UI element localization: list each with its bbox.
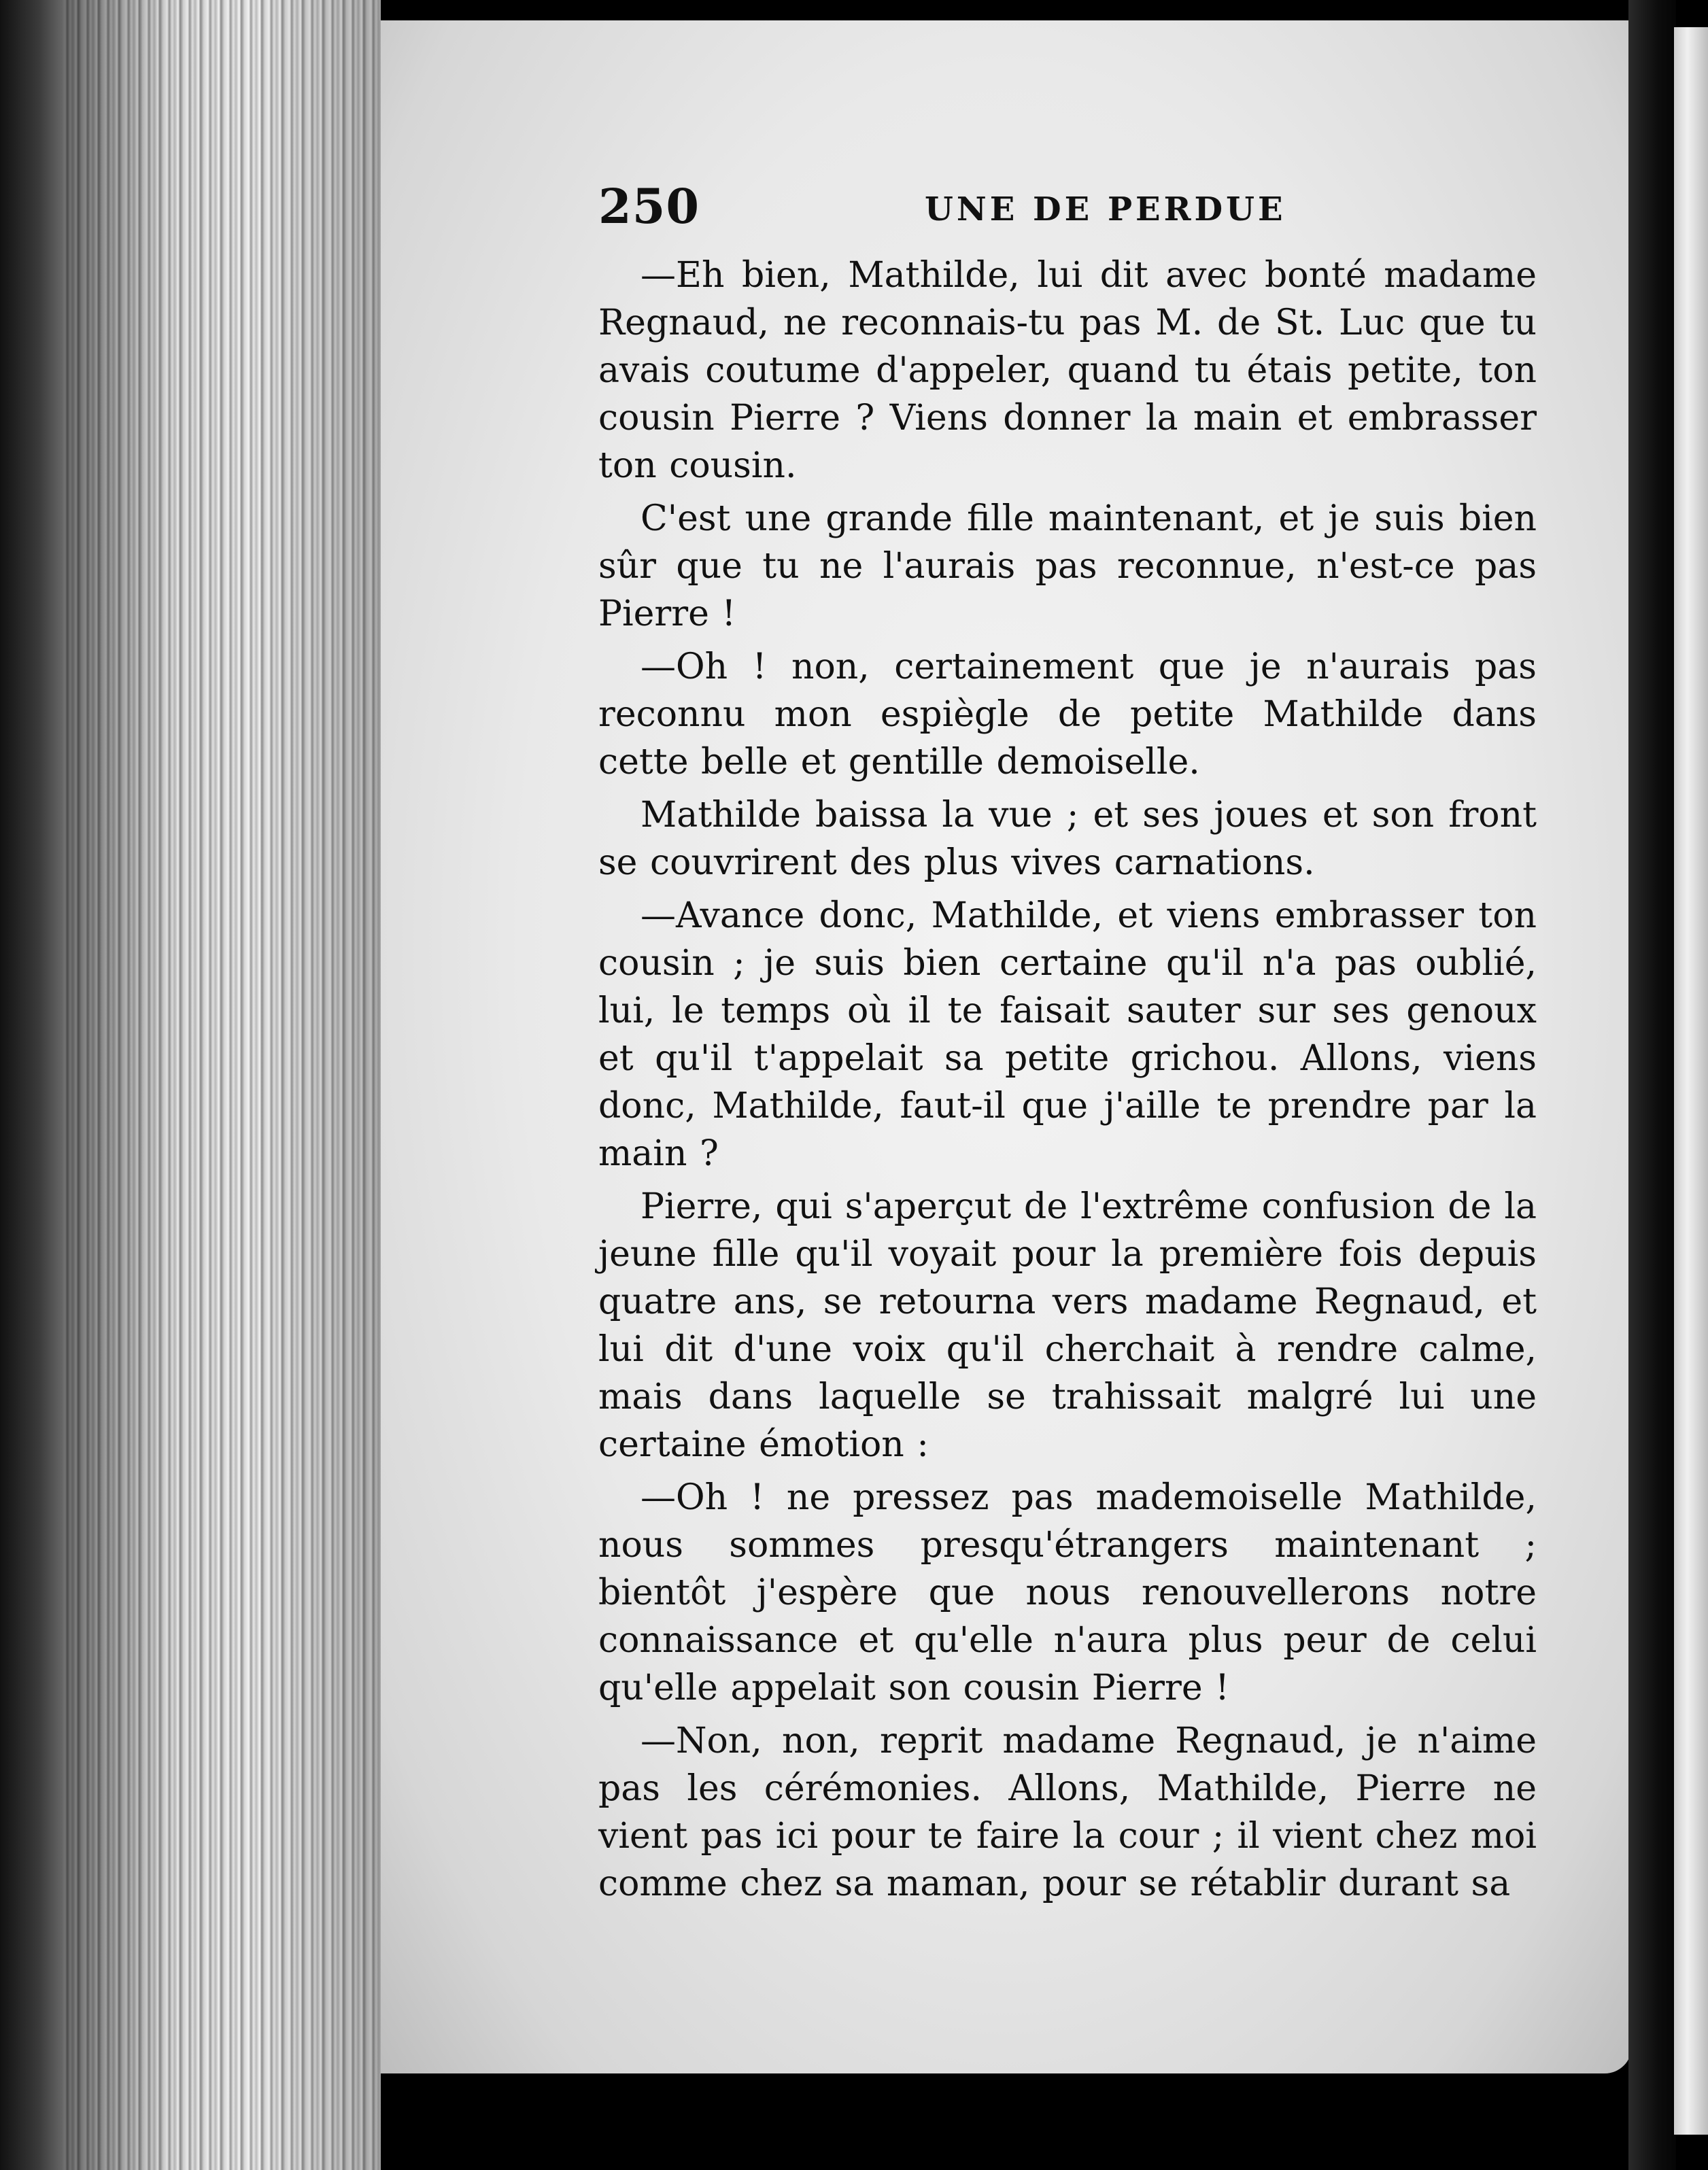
paragraph-3: —Oh ! non, certainement que je n'aurais pas reconnu mon espiègle de petite Mathilde dans cette belle et gentille demoiselle. [598, 647, 1537, 782]
paragraph-6: Pierre, qui s'aperçut de l'extrême confusion de la jeune fille qu'il voyait pour la première fois depuis quatre ans, se retourna vers madame Regnaud, et lui dit d'une voix qu'il cherchait à rendre calme, mais dans laquelle se trahissait malgré lui une certaine émotion : [598, 1186, 1537, 1465]
paragraph-7: —Oh ! ne pressez pas mademoiselle Mathilde, nous sommes presqu'étrangers maintenant ; bientôt j'espère que nous renouvellerons notre connaissance et qu'elle n'aura plus peur de celui qu'elle appelait son cousin Pierre ! [598, 1477, 1537, 1708]
page-text-block [598, 178, 1537, 1913]
running-head [598, 178, 1537, 235]
running-title: UNE DE PERDUE [925, 190, 1286, 228]
paragraph-8: —Non, non, reprit madame Regnaud, je n'aime pas les cérémonies. Allons, Mathilde, Pierre ne vient pas ici pour te faire la cour ; il vient chez moi comme chez sa maman, pour se rétablir durant sa [598, 1721, 1537, 1904]
paragraph-1: —Eh bien, Mathilde, lui dit avec bonté madame Regnaud, ne reconnais-tu pas M. de St. Luc que tu avais coutume d'appeler, quand tu étais petite, ton cousin Pierre ? Viens donner la main et embrasser ton cousin. [598, 255, 1537, 486]
scan-border-left [0, 0, 65, 2170]
book-gutter [1628, 0, 1676, 2170]
page-edges-shadow [61, 0, 381, 2170]
paragraph-2: C'est une grande fille maintenant, et je suis bien sûr que tu ne l'aurais pas reconnue, n'est-ce pas Pierre ! [598, 498, 1537, 634]
paragraph-5: —Avance donc, Mathilde, et viens embrasser ton cousin ; je suis bien certaine qu'il n'a pas oublié, lui, le temps où il te faisait sauter sur ses genoux et qu'il t'appelait sa petite grichou. Allons, viens donc, Mathilde, faut-il que j'aille te prendre par la main ? [598, 895, 1537, 1174]
paragraph-4: Mathilde baissa la vue ; et ses joues et son front se couvrirent des plus vives carnations. [598, 795, 1537, 883]
page-number: 250 [598, 178, 700, 235]
adjacent-page-edge [1674, 27, 1708, 2135]
